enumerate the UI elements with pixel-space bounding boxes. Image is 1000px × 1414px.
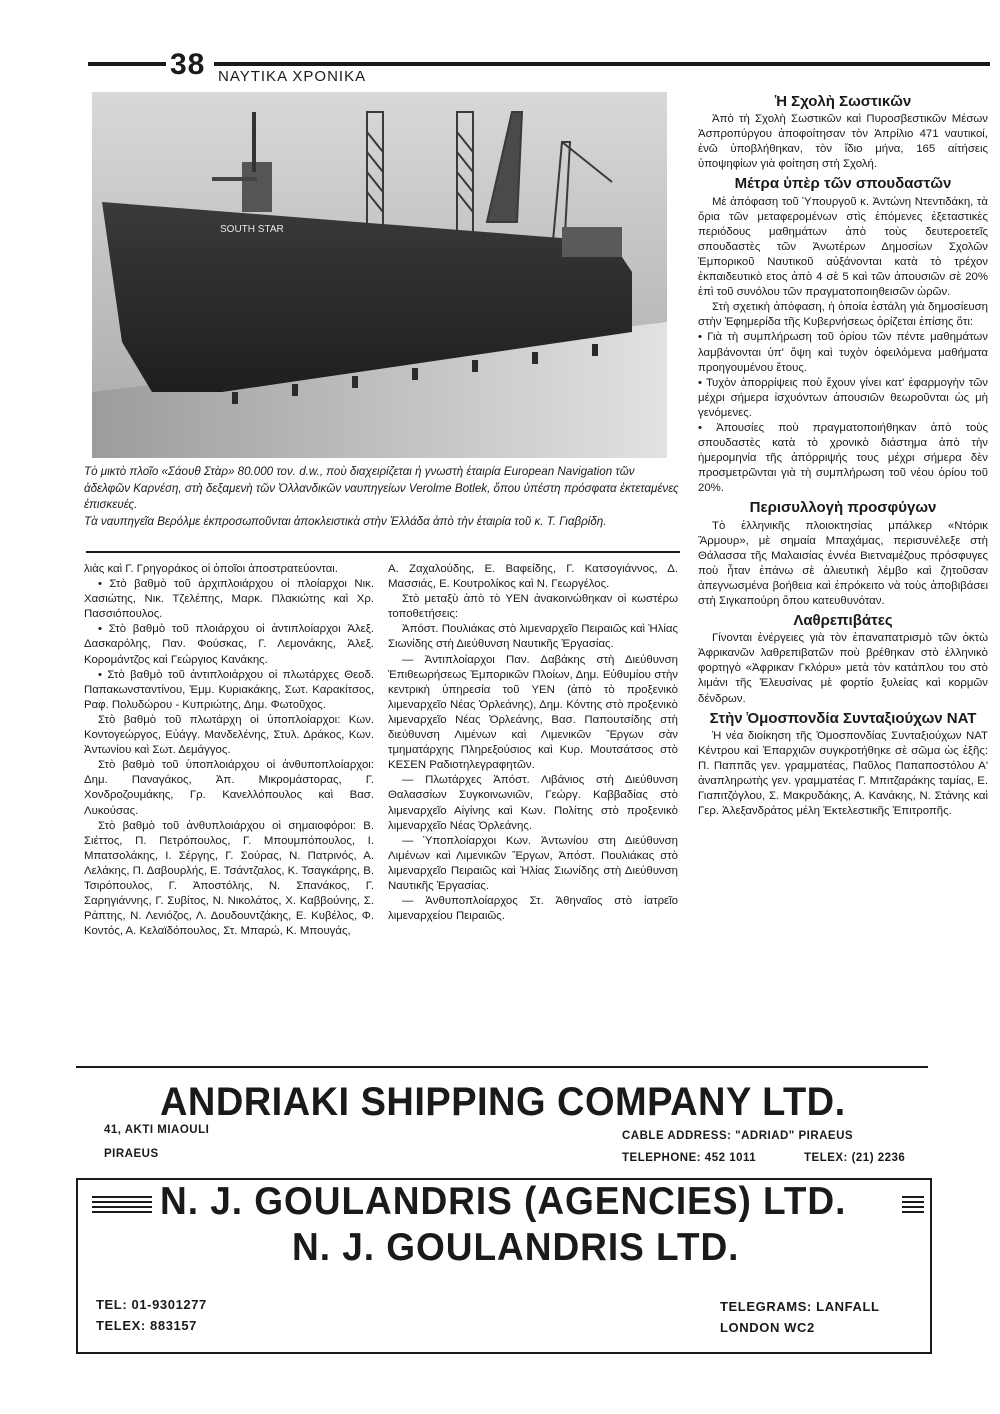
ad-andriaki-telex: TELEX: (21) 2236	[804, 1152, 906, 1164]
section-title: Στὴν Ὁμοσπονδία Συνταξιούχων ΝΑΤ	[709, 709, 977, 727]
section-paragraph: Στὴ σχετικὴ ἀπόφαση, ἡ ὁποία ἐστάλη γιὰ δημοσίευση στὴν Ἐφημερίδα τῆς Κυβερνήσεως ὁρίζεται ἐπίσης ὅτι:	[698, 301, 988, 329]
ad-andriaki-cable: CABLE ADDRESS: "ADRIAD" PIRAEUS	[622, 1130, 854, 1142]
col2-paragraph: — Ὑποπλοίαρχοι Κων. Ἀντωνίου στη Διεύθυνση Λιμένων καὶ Λιμενικῶν Ἔργων, Ἀπόστ. Πουλιάκας στὸ λιμεναρχεῖο Πειραιῶς καὶ Ἡλίας Σιωνίδης στὴ Διεύθυνση Ναυτικῆς Ἐργασίας.	[388, 834, 678, 892]
section-paragraph: Τὸ ἑλληνικῆς πλοιοκτησίας μπάλκερ «Ντόρικ Ἄρμουρ», μὲ σημαία Μπαχάμας, περισυνέλεξε στὴ Θάλασσα τῆς Μαλαισίας ἐννέα Βιετναμέζους πρόσφυγες ποὺ ἦταν ἐπάνω σὲ ἀλιευτικὴ λέμβο καὶ ζητοῦσαν ἀπεγνωσμένα βοήθεια καὶ ἐπρόκειτο νὰ τοὺς ἀποβιβάσει στὴ Σιγκαπούρη ὅπου κατευθυνόταν.	[698, 519, 988, 607]
col2-paragraph: Ἀπόστ. Πουλιάκας στὸ λιμεναρχεῖο Πειραιῶς καὶ Ἡλίας Σιωνίδης στὴ Διεύθυνση Ναυτικῆς Ἐργασίας.	[388, 623, 678, 651]
ad-goulandris-title-2: N. J. GOULANDRIS LTD.	[292, 1226, 740, 1269]
decorative-hatch-left	[92, 1196, 152, 1216]
decorative-hatch-right	[902, 1196, 924, 1216]
section-paragraph: • Ἀπουσίες ποὺ πραγματοποιήθηκαν ἀπὸ τοὺς σπουδαστὲς κατὰ τὸ χρονικὸ διάστημα ἀπὸ τὴν ἡμερομηνία τῆς ἀπόρριψής τους μέχρι σήμερα δὲν προσμετρῶνται γιὰ τὴ συμπλήρωση τοῦ νέου ὁρίου τοῦ 20%.	[698, 421, 988, 495]
page-number: 38	[170, 48, 206, 81]
col2-paragraph: — Ἀνθυποπλοίαρχος Στ. Ἀθηναῖος στὸ ἰατρεῖο λιμεναρχείου Πειραιῶς.	[388, 895, 678, 923]
ad-andriaki-telephone: TELEPHONE: 452 1011	[622, 1152, 757, 1164]
section-title: Λαθρεπιβάτες	[793, 612, 893, 630]
section-paragraph: Ἡ νέα διοίκηση τῆς Ὁμοσπονδίας Συνταξιούχων ΝΑΤ Κέντρου καὶ Ἐπαρχιῶν συγκροτήθηκε σὲ σῶμα ὡς ἑξῆς: Π. Παππᾶς γεν. γραμματέας, Παῦλος Παπαποστόλου Α' ἀναπληρωτὴς γεν. γραμματέας Γ. Μπιτζαράκης ταμίας, Ε. Γιαπιτζόγλου, Σ. Μακρυδάκης, Α. Κανάκης, Ν. Στάνης καὶ Γερ. Ἀλεξανδράτος μέλη Ἐκτελεστικῆς Ἐπιτροπῆς.	[698, 729, 988, 818]
section-paragraph: Ἀπὸ τὴ Σχολὴ Σωστικῶν καὶ Πυροσβεστικῶν Μέσων Ἀσπροπύργου ἀποφοίτησαν τὸν Ἀπρίλιο 471 ναυτικοί, ἐνῶ ὑποβλήθηκαν, τὸν ἴδιο μήνα, 165 αἰτήσεις ὑποψηφίων γιὰ φοίτηση στὴ Σχολή.	[698, 113, 988, 171]
col2-paragraph: Στὸ μεταξὺ ἀπὸ τὸ ΥΕΝ ἀνακοινώθηκαν οἱ κωστέρω τοποθετήσεις:	[388, 593, 678, 621]
col2-paragraph: — Ἀντιπλοίαρχοι Παν. Δαβάκης στὴ Διεύθυνση Ἐπιθεωρήσεως Ἐμπορικῶν Πλοίων, Δημ. Εὐθυμίου στὴν κεντρικὴ ὑπηρεσία τοῦ ΥΕΝ (ἀπὸ τὸ προξενικὸ λιμεναρχεῖο Νέας Ὀρλεάνης), Δημ. Κόντης στὸ προξενικὸ λιμεναρχεῖο Νέας Ὀρλεάνης, Βασ. Παπουτσίδης στὴ διεύθυνση Λιμένων καὶ Λιμενικῶν Ἔργων σὰν τμηματάρχης Πληρεξούσιος καὶ Κυρ. Μουτσάτσος στὸ ΚΕΣΕΝ Ραδιοτηλεγραφητῶν.	[388, 653, 678, 772]
section-paragraph: Μὲ ἀπόφαση τοῦ Ὑπουργοῦ κ. Ἀντώνη Ντεντιδάκη, τὰ ὅρια τῶν μεταφερομένων στὶς ἑπόμενες ἐξεταστικὲς περιόδους μαθημάτων ἀπὸ τοὺς δευτεροετεῖς σπουδαστὲς τῶν Ἀνωτέρων Δημοσίων Σχολῶν Ἐμπορικοῦ Ναυτικοῦ αὐξάνονται κατὰ τὸ τρέχον ἐκπαιδευτικὸ ετος ἀπὸ 4 σὲ 5 καὶ τῶν ἀπουσιῶν σὲ 20% ἐπὶ τοῦ συνόλου τῶν πραγματοποιηθεισῶν ὡρῶν.	[698, 195, 988, 299]
ad-andriaki-address: 41, AKTI MIAOULI	[104, 1124, 210, 1136]
section-title: Ἡ Σχολὴ Σωστικῶν	[774, 93, 912, 110]
column-3	[698, 90, 988, 819]
header-rule-right	[214, 62, 990, 66]
ad-andriaki-city: PIRAEUS	[104, 1148, 159, 1160]
col1-paragraph: • Στὸ βαθμὸ τοῦ ἀντιπλοιάρχου οἱ πλωτάρχες Θεοδ. Παπακωνσταντίνου, Ἐμμ. Κυριακάκης, Σωτ. Καρακίτσος, Ραφ. Πολυδώρου - Κυπριώτης, Δημ. Φωτοῦχος.	[84, 668, 374, 711]
section-paragraph: • Γιὰ τὴ συμπλήρωση τοῦ ὁρίου τῶν πέντε μαθημάτων λαμβάνονται ὑπ' ὄψη καὶ τυχὸν ὀφειλόμενα μαθήματα προηγουμένου ἔτους.	[698, 331, 988, 374]
column-1	[84, 562, 374, 939]
ad-goulandris-title-1: N. J. GOULANDRIS (AGENCIES) LTD.	[160, 1180, 847, 1223]
section-paragraph: Γίνονται ἐνέργειες γιὰ τὸν ἐπαναπατρισμὸ τῶν ὀκτὼ Ἀφρικανῶν λαθρεπιβατῶν ποὺ βρέθηκαν στὸ ἑλληνικὸ φορτηγὸ «Ἀφρικαν Γκλόρυ» μετὰ τὸν κατάπλου του στὸ λιμάνι τῆς Ἐλευσίνας μὲ φορτίο ξυλείας καὶ κορμῶν δένδρων.	[698, 632, 988, 705]
ship-photo	[92, 92, 667, 458]
publication-title: ΝΑΥΤΙΚΑ ΧΡΟΝΙΚΑ	[218, 68, 367, 85]
caption-line-2: Τὰ ναυπηγεῖα Βερόλμε ἐκπροσωποῦνται ἀποκλειστικὰ στὴν Ἑλλάδα ἀπὸ τὴν ἑταιρία τοῦ κ. Τ. Γιαβρίδη.	[84, 514, 607, 528]
ad-andriaki-title: ANDRIAKI SHIPPING COMPANY LTD.	[160, 1080, 846, 1124]
column-2	[388, 562, 678, 924]
col1-paragraph: Στὸ βαθμὸ τοῦ ὑποπλοιάρχου οἱ ἀνθυποπλοίαρχοι: Δημ. Παναγάκος, Ἀπ. Μικρομάστορας, Γ. Χονδροζουμάκης, Γρ. Κανελλόπουλος καὶ Βασ. Λυκούσας.	[84, 759, 374, 817]
caption-divider	[86, 551, 680, 553]
col1-paragraph: Στὸ βαθμὸ τοῦ ἀνθυπλοιάρχου οἱ σημαιοφόροι: Β. Σιέττος, Π. Πετρόπουλος, Γ. Μπουμπόπουλος, Ι. Μπατσολάκης, Ι. Σέργης, Γ. Σούρας, Ν. Πατρινός, Α. Λελάκης, Π. Δαβουρλής, Ε. Τσάντζαλος, Κ. Τσαγκάρης, Β. Τσιρόπουλος, Γ. Ἀποστόλης, Ν. Σπανάκος, Γ. Σαρηγιάννης, Γ. Συβίτος, Ν. Νικολάτος, Χ. Καββούνης, Σ. Ράπτης, Ν. Λενιόζος, Λ. Δουδουντζάκης, Ε. Κυβέλος, Φ. Κοντός, Α. Κελαϊδόπουλος, Στ. Μπαρώ, Κ. Μπουγάς,	[84, 819, 374, 938]
header-rule-left	[88, 62, 166, 66]
col2-paragraph: — Πλωτάρχες Ἀπόστ. Λιβάνιος στὴ Διεύθυνση Θαλασσίων Συγκοινωνιῶν, Γεώργ. Καββαδίας στὸ λιμεναρχεῖο Αἰγίνης καὶ Κων. Πολίτης στὸ προξενικὸ λιμεναρχεῖο Νέας Ὀρλεάνης.	[388, 774, 678, 832]
col2-paragraph: Α. Ζαχαλούδης, Ε. Βαφείδης, Γ. Κατσογιάννος, Δ. Μασσιάς, Ε. Κουτρολίκος καὶ Ν. Γεωργέλος.	[388, 563, 678, 591]
ad-goulandris-telegrams: TELEGRAMS: LANFALL	[720, 1299, 880, 1314]
ads-divider	[76, 1066, 928, 1068]
section-paragraph: • Τυχὸν ἀπορρίψεις ποὺ ἔχουν γίνει κατ' ἐφαρμογὴν τῶν μέχρι σήμερα ἰσχυόντων ἀπουσιῶν θεωροῦνται ὡς μὴ γενόμενες.	[698, 376, 988, 419]
photo-caption	[84, 464, 679, 530]
ad-goulandris-city: LONDON WC2	[720, 1320, 815, 1335]
col1-paragraph: Στὸ βαθμὸ τοῦ πλωτάρχη οἱ ὑποπλοίαρχοι: Κων. Κοντογεώργος, Εὐάγγ. Μανδελένης, Στυλ. Δράκος, Κων. Ἀντωνίου καὶ Σωτ. Δεμάγγος.	[84, 713, 374, 757]
section-title: Περισυλλογὴ προσφύγων	[749, 499, 937, 517]
section-title: Μέτρα ὑπὲρ τῶν σπουδαστῶν	[734, 175, 952, 193]
col1-paragraph: • Στὸ βαθμὸ τοῦ πλοιάρχου οἱ ἀντιπλοίαρχοι Ἀλεξ. Δασκαρόλης, Παν. Φούσκας, Γ. Λεμονάκης, Ἀλεξ. Κορομάντζος καὶ Γεώργιος Κανάκης.	[84, 623, 374, 666]
col1-paragraph: • Στὸ βαθμὸ τοῦ ἀρχιπλοιάρχου οἱ πλοίαρχοι Νικ. Χασιώτης, Νικ. Τζελέπης, Μαρκ. Πλακιώτης καὶ Χρ. Πασσιόπουλος.	[84, 578, 374, 621]
ad-goulandris-telex: TELEX: 883157	[96, 1318, 198, 1333]
col1-paragraph: λιὰς καὶ Γ. Γρηγοράκος οἱ ὁποῖοι ἀποστρατεύονται.	[84, 563, 339, 575]
caption-line-1: Τὸ μικτὸ πλοῖο «Σάουθ Στὰρ» 80.000 τον. d.w., ποὺ διαχειρίζεται ἡ γνωστὴ ἑταιρία European Navigation τῶν ἀδελφῶν Καρνέση, στὴ δεξαμενὴ τῶν Ὀλλανδικῶν ναυπηγείων Verolme Botlek, ὅπου ὑπέστη πρόσφατα ἐκτεταμένες ἐπισκευές.	[84, 465, 679, 511]
ad-goulandris-tel: TEL: 01-9301277	[96, 1297, 207, 1312]
ship-name-label: SOUTH STAR	[220, 224, 284, 235]
